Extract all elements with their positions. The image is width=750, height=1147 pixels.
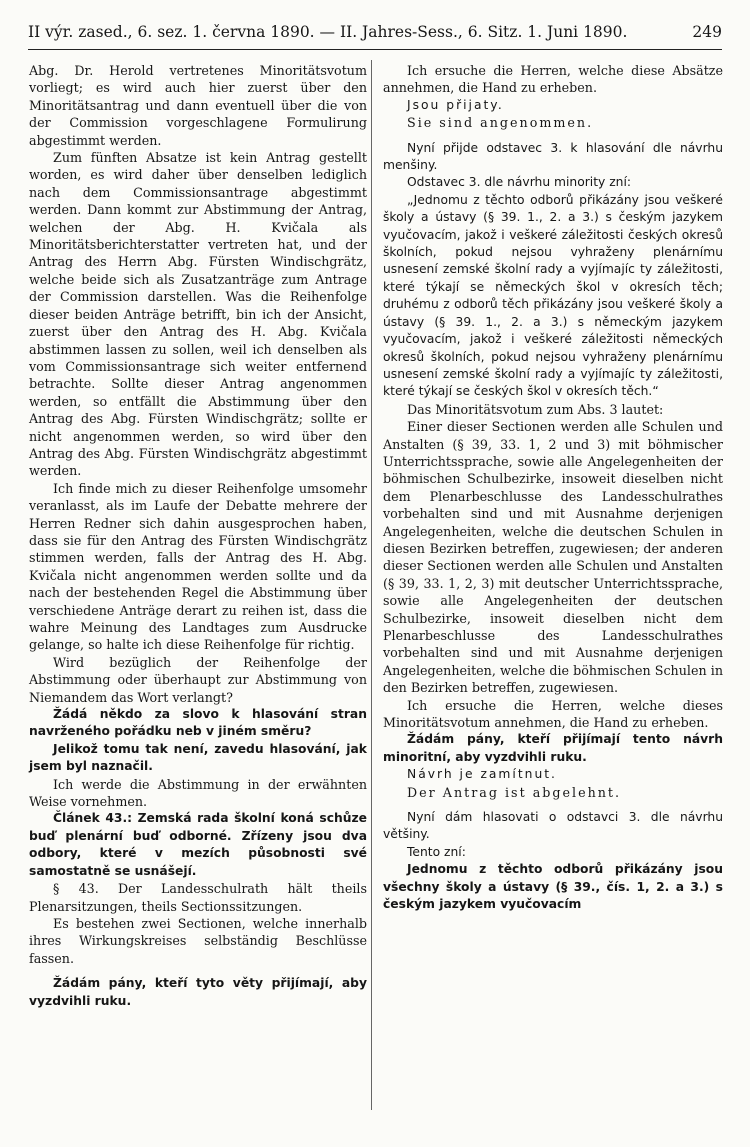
paragraph: Žádá někdo za slovo k hlasování stran navrženého pořádku neb v jiném směru? (29, 707, 367, 739)
left-column (29, 62, 367, 1010)
paragraph: Zum fünften Absatze ist kein Antrag gestellt worden, es wird daher über denselben lediglich nach dem Commissionsantrage abgestimmt werden. Dann kommt zur Abstimmung der Antrag, welchen der Abg. H. Kvičala als Minoritätsberichterstatter vertreten hat, und der Antrag des Herrn Abg. Fürsten Windischgrätz, welche beide sich als Zusatzanträge zum Antrage der Commission darstellen. Was die Reihenfolge dieser beiden Anträge betrifft, bin ich der Ansicht, zuerst über den Antrag des H. Abg. Kvičala abstimmen lassen zu sollen, weil ich denselben als vom Commissionsantrage sich weiter entfernend betrachte. Sollte dieser Antrag angenommen werden, so entfällt die Abstimmung über den Antrag des Abg. Fürsten Windischgrätz; sollte er nicht angenommen werden, so wird über den Antrag des Abg. Fürsten Windischgrätz abgestimmt werden. (29, 150, 367, 479)
paragraph: Nyní přijde odstavec 3. k hlasování dle návrhu menšiny. (383, 140, 723, 173)
paragraph: Ich werde die Abstimmung in der erwähnten Weise vornehmen. (29, 776, 367, 810)
page-number: 249 (692, 23, 722, 41)
paragraph: Das Minoritätsvotum zum Abs. 3 lautet: (407, 401, 664, 417)
column-divider (371, 60, 372, 1110)
paragraph: Žádám pány, kteří tyto věty přijímají, aby vyzdvihli ruku. (29, 976, 367, 1008)
header-rule (28, 49, 722, 50)
paragraph: Článek 43.: Zemská rada školní koná schůze buď plenární buď odborné. Zřízeny jsou dva odbory, které v mezích působnosti své samostatně se usnášejí. (29, 811, 367, 878)
paragraph: Der Antrag ist abgelehnt. (407, 784, 622, 800)
paragraph: Abg. Dr. Herold vertretenes Minoritätsvotum vorliegt; es wird auch hier zuerst über den Minoritätsantrag und dann eventuell über die von der Commission vorgeschlagene Formulirung abgestimmt werden. (29, 63, 367, 148)
right-column (383, 62, 723, 914)
paragraph: Es bestehen zwei Sectionen, welche innerhalb ihres Wirkungskreises selbständig Beschlüsse fassen. (29, 915, 367, 966)
header-title: II výr. zased., 6. sez. 1. června 1890. — II. Jahres-Sess., 6. Sitz. 1. Juni 1890. (28, 23, 628, 41)
paragraph: Tento zní: (407, 844, 466, 859)
paragraph: § 43. Der Landesschulrath hält theils Plenarsitzungen, theils Sectionssitzungen. (29, 881, 367, 914)
paragraph: Nyní dám hlasovati o odstavci 3. dle návrhu většiny. (383, 810, 723, 842)
paragraph: Ich finde mich zu dieser Reihenfolge umsomehr veranlasst, als im Laufe der Debatte mehrere der Herren Redner sich dahin ausgesprochen haben, dass sie für den Antrag des Fürsten Windischgrätz stimmen werden, falls der Antrag des H. Abg. Kvičala nicht angenommen werden sollte und da nach der bestehenden Regel die Abstimmung über verschiedene Anträge derart zu reihen ist, dass die wahre Meinung des Landtages zum Ausdrucke gelange, so halte ich diese Reihenfolge für richtig. (29, 480, 367, 653)
paragraph: Jelikož tomu tak není, zavedu hlasování, jak jsem byl naznačil. (29, 741, 367, 774)
paragraph: Odstavec 3. dle návrhu minority zní: (407, 175, 632, 190)
paragraph: Ich ersuche die Herren, welche diese Absätze annehmen, die Hand zu erheben. (383, 63, 723, 96)
paragraph: Sie sind angenommen. (407, 115, 594, 131)
paragraph: Einer dieser Sectionen werden alle Schulen und Anstalten (§ 39, 33. 1, 2 und 3) mit böhmischer Unterrichtssprache, sowie alle Angelegenheiten der böhmischen Schulbezirke, insoweit dieselben nicht dem Plenarbeschlusse des Landesschulrathes vorbehalten sind und mit Ausnahme derjenigen Angelegenheiten, welche die deutschen Schulen in diesen Bezirken betreffen, zugewiesen; der anderen dieser Sectionen werden alle Schulen und Anstalten (§ 39, 33. 1, 2, 3) mit deutscher Unterrichtssprache, sowie alle Angelegenheiten der deutschen Schulbezirke, insoweit dieselben nicht dem Plenarbeschlusse des Landesschulrathes vorbehalten sind und mit Ausnahme derjenigen Angelegenheiten, welche die böhmischen Schulen in den Bezirken betreffen, zugewiesen. (383, 419, 723, 696)
paragraph: Žádám pány, kteří přijímají tento návrh minoritní, aby vyzdvihli ruku. (383, 732, 723, 764)
paragraph: Návrh je zamítnut. (407, 767, 557, 782)
paragraph: Jednomu z těchto odborů přikázány jsou všechny školy a ústavy (§ 39., čís. 1, 2. a 3.) s českým jazykem vyučovacím (383, 862, 723, 912)
paragraph: Jsou přijaty. (407, 97, 504, 112)
paragraph: Ich ersuche die Herren, welche dieses Minoritätsvotum annehmen, die Hand zu erheben. (383, 697, 723, 731)
paragraph: Wird bezüglich der Reihenfolge der Abstimmung oder überhaupt zur Abstimmung von Niemandem das Wort verlangt? (29, 654, 367, 705)
running-header (28, 20, 722, 44)
paragraph: „Jednomu z těchto odborů přikázány jsou veškeré školy a ústavy (§ 39. 1., 2. a 3.) s českým jazykem vyučovacím, jakož i veškeré záležitosti českých okresů školních, pokud nejsou vyhraženy plenárnímu usnesení zemské školní rady a vyjímajíc ty záležitosti, které týkají se německých škol v okresích těch; druhému z odborů těch přikázány jsou veškeré školy a ústavy (§ 39. 1., 2. a 3.) s německým jazykem vyučovacím, jakož i veškeré záležitosti německých okresů školních, pokud nejsou vyhraženy plenárnímu usnesení zemské školní rady a vyjímajíc ty záležitosti, které týkají se českých škol v okresích těch.“ (383, 192, 723, 399)
